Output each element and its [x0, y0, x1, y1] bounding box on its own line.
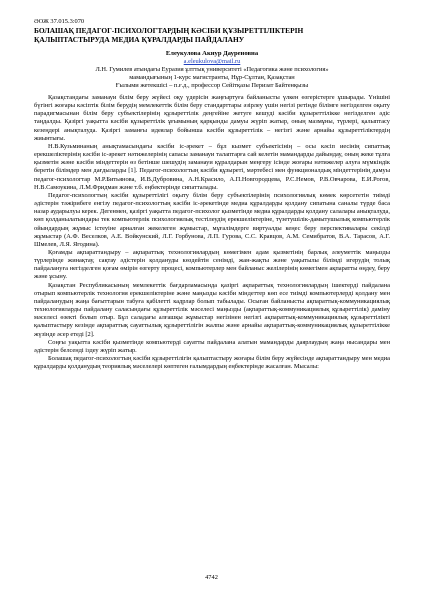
paragraph-3: Педагог-психологтың кәсіби құзыреттілігі оқыту білім беру субъектілерінің психологиялық көмек көрсететін тиімді әдістерін тәжірибеге енгізу педагог-психологтың кәсіби іс-әрекетінде медиа құралдарды қолдану сипатына саналы түрде баса назар аударылуы керек. Дегенмен, қазіргі уақытта педагог-психолог қызметінде медиа құралдарды қолдану салалары анықталуда, көп қолданылатындары тек компьютерлік психологиялық тестілеудің ерекшеліктеріне, түзетушілік-дамытушылық компьютерлік ойындардың жұмыс істеуіне арналған жекелеген жұмыстар, мұғалімдерге виртуалды кеңес беру перспективалары секілді жұмыстар (А.Ф. Веселков, А.Е. Войкунский, Л.Г. Горбунова, Л.П. Гурова, С.С. Кравцов, А.М. Семибратов, В.А. Тарасов, А.Г. Шмелев, Л.Я. Ягодина).	[34, 191, 390, 248]
paragraph-6: Соңғы уақытта кәсіби қызметінде компьютерді сауатты пайдалана алатын мамандарды даярлаудың жаңа нысандары мен әдістерін белсенді іздеу жүріп жатыр.	[34, 338, 390, 354]
paragraph-7: Болашақ педагог-психологтың кәсіби құзыреттілігін қалыптастыру жоғары білім беру жүйесінде ақпараттандыру мен медиа құралдарды қолданудың теориялық мәселелері көптеген ғалымдардың еңбектерінде жасалған. Мысалы:	[34, 355, 390, 371]
paragraph-4: Қоғамды ақпараттандыру – ақпараттық технологиялардың көмегімен адам қызметінің барлық әлеуметтік маңызды түрлерінде жинақтау, сақтау әдістерін қолдануды көздейтін сенімді, жан-жақты және уақытылы білімді игерудің толық пайдалануға негізделген қоғам өмірін өзгерту процесі, компьютерлер мен байланыс желілерінің көмегімен ақпаратты өңдеу, беру және ұсыну.	[34, 248, 390, 281]
author-name: Елеукулова Акнур Дауреновна	[165, 50, 259, 57]
paragraph-1: Қазақстандағы заманауи білім беру жүйесі оқу үдерісін жаңғыртуға байланысты үлкен өзгерістерге ұшырады. Үнішіні бүгінгі жоғары кәсіптік білім берудің мемлекеттік білім беру стандарттары әзірлеу үшін негізі ретінде білімге негізделген оқыту парадигмасынан білім беру субъектілерінің құзыреттілік деңгейіне жетуге кешуді кәсіби құзыреттілікке негізделген әдіс таңдалды. Қазіргі уақытта кәсіби құзыреттілік ұғымының қарқынды дамуы жүріп жатыр, оның мазмұны, түрлері, қалыптасу кезеңдері анықталуда. Қазіргі заманғы идеялар бойынша кәсіби құзыреттілік – негізгі және арнайы құзыреттіліктердің жиынтығы.	[34, 94, 390, 142]
article-body	[34, 18, 390, 371]
paragraph-2: Н.В.Кузьминаның анықтамасындағы кәсіби іс-әрекет – бұл кызмет субъектісінің – осы кәсіп иесінің сипаттық ерекшеліктерінің кәсіби іс-әрекет нәтижелерінің сапасы заманауи талаптарға сай келетін мамандарды дайындау, оның жеке тұлға қызметін және кәсіби міндеттерін өз бетінше шешудің заманауи құралдарын меңгеру ісінде жоғары нәтижелер алуға мүмкіндік беретін білімдер мен дағдыларды [1]. Педагог-психологтың кәсіби құзыреті, мәртебесі мен функционалдық міндеттерінің дамуы педагог-психологтар М.Р.Битьянова, И.В.Дубровина, А.Н.Красило, А.П.Новгородцева, Р.С.Немов, Р.В.Овчарова, Е.И.Рогов, Н.В.Самоукина, Л.М.Фридман және т.б. еңбектерінде сипатталады.	[34, 142, 390, 191]
page-number: 4742	[205, 574, 218, 581]
author-affiliation-line-1: Л.Н. Гумилев атындағы Еуразия ұлттық университеті «Педагогика және психология»	[95, 66, 329, 73]
article-title-line-1: БОЛАШАҚ ПЕДАГОГ-ПСИХОЛОГТАРДЫҢ КӘСІБИ ҚҰЗЫРЕТТІЛІКТЕРІН	[34, 26, 304, 35]
author-affiliation-line-2: мамандығының 1-курс магистранты, Нұр-Сұлтан, Қазақстан	[129, 74, 295, 81]
udk-code: ӘОЖ 37.015.3:070	[34, 18, 85, 25]
paragraph-5: Қазақстан Республикасының мемлекеттік бағдарламасында қазіргі ақпараттық технологиялардың ішектерді пайдалана отырып компьютерлік технология ерекшеліктеріне және маңызды кәсіби міндеттер көп есе тиімді компьютерлерді қолдану мен пайдаланудың жаңа бағыттарын табуға қабілетті кадрлар болып табылады. Осыған байланысты ақпараттық-коммуникациялық технологияларды пайдалану саласындағы құзыреттілік мәселесі маңызды (ақпараттық-коммуникациялық құзыреттілік) даміну мәселесі өзекті болып отыр. Бұл саладағы алғашқы жұмыстар негізінен негізгі ақпараттық-коммуникациялық құзыреттілікті қалыптастыру кезінде ақпараттық сауаттылық құзыреттілігін жалпы және арнайы ақпараттық-коммуникациялық құзыреттілікке жүзінде әсер етеді [2].	[34, 281, 390, 338]
supervisor-line: Ғылыми жетекшісі – п.ғ.д., профессор Сейітқазы Перизат Байтенқызы	[115, 82, 309, 89]
article-title-line-2: ҚАЛЫПТАСТЫРУДА МЕДИА ҚҰРАЛДАРДЫ ПАЙДАЛАНУ	[34, 35, 245, 44]
author-email-link[interactable]: a.eleukulova@mail.ru	[183, 58, 241, 65]
